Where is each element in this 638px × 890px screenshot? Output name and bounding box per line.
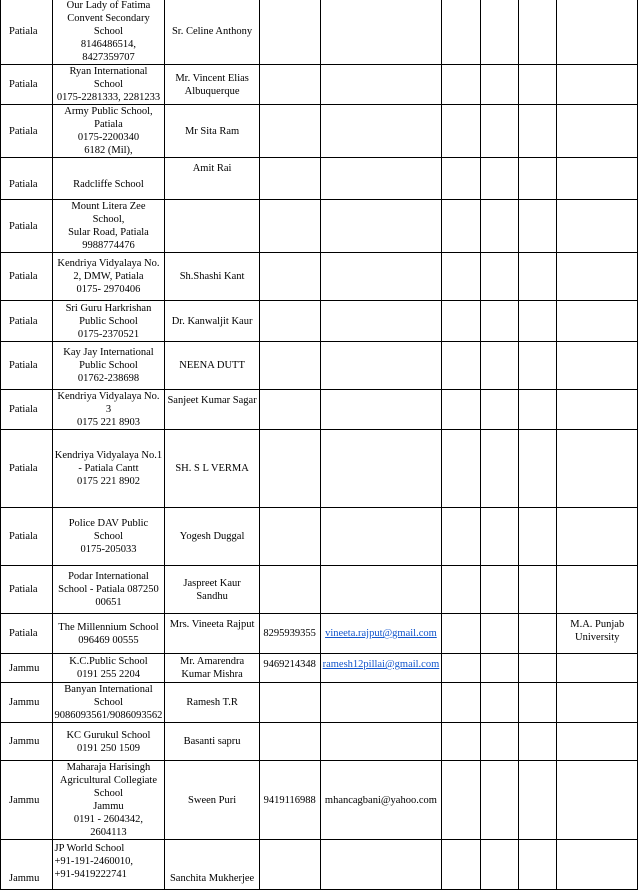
- table-row: [1, 65, 638, 105]
- empty-cell: [519, 342, 557, 390]
- table-row: [1, 761, 638, 840]
- email-cell: [320, 430, 442, 508]
- table-row: [1, 342, 638, 390]
- phone-cell: 9469214348: [259, 654, 320, 683]
- principal-cell: SH. S L VERMA: [165, 430, 259, 508]
- email-cell: [320, 508, 442, 566]
- empty-cell: [519, 65, 557, 105]
- school-cell: JP World School +91-191-2460010, +91-9419222741: [52, 840, 165, 890]
- principal-cell: Ramesh T.R: [165, 683, 259, 723]
- school-cell: Kay Jay International Public School 01762-238698: [52, 342, 165, 390]
- email-cell: [320, 253, 442, 301]
- city-cell: Jammu: [1, 840, 53, 890]
- school-cell: Podar International School - Patiala 087250 00651: [52, 566, 165, 614]
- school-cell: Maharaja Harisingh Agricultural Collegiate School Jammu 0191 - 2604342, 2604113: [52, 761, 165, 840]
- principal-cell: Sanchita Mukherjee: [165, 840, 259, 890]
- empty-cell: [519, 105, 557, 158]
- empty-cell: [480, 65, 518, 105]
- city-cell: Jammu: [1, 761, 53, 840]
- school-cell: Army Public School, Patiala 0175-2200340 6182 (Mil),: [52, 105, 165, 158]
- empty-cell: [480, 508, 518, 566]
- city-cell: Patiala: [1, 342, 53, 390]
- empty-cell: [480, 105, 518, 158]
- email-cell: [320, 301, 442, 342]
- city-cell: Patiala: [1, 614, 53, 654]
- empty-cell: [519, 566, 557, 614]
- qualification-cell: [557, 200, 638, 253]
- qualification-cell: [557, 840, 638, 890]
- qualification-cell: [557, 723, 638, 761]
- qualification-cell: [557, 566, 638, 614]
- empty-cell: [480, 342, 518, 390]
- qualification-cell: [557, 158, 638, 200]
- empty-cell: [519, 683, 557, 723]
- empty-cell: [480, 654, 518, 683]
- empty-cell: [442, 761, 480, 840]
- phone-cell: [259, 566, 320, 614]
- school-cell: Police DAV Public School 0175-205033: [52, 508, 165, 566]
- email-cell: [320, 566, 442, 614]
- city-cell: Patiala: [1, 566, 53, 614]
- empty-cell: [442, 683, 480, 723]
- phone-cell: [259, 301, 320, 342]
- table-row: [1, 200, 638, 253]
- empty-cell: [442, 105, 480, 158]
- email-cell: [320, 614, 442, 654]
- qualification-cell: [557, 654, 638, 683]
- empty-cell: [480, 566, 518, 614]
- empty-cell: [519, 508, 557, 566]
- phone-cell: 9419116988: [259, 761, 320, 840]
- school-cell: Sri Guru Harkrishan Public School 0175-2370521: [52, 301, 165, 342]
- phone-cell: [259, 430, 320, 508]
- phone-cell: [259, 253, 320, 301]
- empty-cell: [442, 301, 480, 342]
- qualification-cell: [557, 253, 638, 301]
- table-row: [1, 683, 638, 723]
- empty-cell: [519, 654, 557, 683]
- principal-cell: Mr. Amarendra Kumar Mishra: [165, 654, 259, 683]
- table-row: [1, 840, 638, 890]
- empty-cell: [480, 614, 518, 654]
- qualification-cell: [557, 105, 638, 158]
- empty-cell: [442, 253, 480, 301]
- empty-cell: [519, 390, 557, 430]
- empty-cell: [519, 158, 557, 200]
- phone-cell: [259, 158, 320, 200]
- table-row: [1, 430, 638, 508]
- phone-cell: [259, 105, 320, 158]
- phone-cell: [259, 342, 320, 390]
- qualification-cell: [557, 0, 638, 65]
- city-cell: Patiala: [1, 253, 53, 301]
- qualification-cell: [557, 761, 638, 840]
- table-row: [1, 158, 638, 200]
- empty-cell: [480, 683, 518, 723]
- city-cell: Patiala: [1, 65, 53, 105]
- empty-cell: [442, 566, 480, 614]
- school-cell: Radcliffe School: [52, 158, 165, 200]
- empty-cell: [480, 761, 518, 840]
- empty-cell: [442, 840, 480, 890]
- table-row: [1, 301, 638, 342]
- principal-cell: Mr Sita Ram: [165, 105, 259, 158]
- empty-cell: [480, 0, 518, 65]
- school-cell: Our Lady of Fatima Convent Secondary School 8146486514, 8427359707: [52, 0, 165, 65]
- email-cell: [320, 840, 442, 890]
- table-row: [1, 654, 638, 683]
- school-cell: K.C.Public School 0191 255 2204: [52, 654, 165, 683]
- table-row: [1, 390, 638, 430]
- empty-cell: [442, 390, 480, 430]
- empty-cell: [480, 301, 518, 342]
- principal-cell: [165, 200, 259, 253]
- school-cell: Kendriya Vidyalaya No. 2, DMW, Patiala 0175- 2970406: [52, 253, 165, 301]
- city-cell: Jammu: [1, 654, 53, 683]
- school-cell: KC Gurukul School 0191 250 1509: [52, 723, 165, 761]
- principal-cell: Yogesh Duggal: [165, 508, 259, 566]
- empty-cell: [442, 723, 480, 761]
- email-cell: mhancagbani@yahoo.com: [320, 761, 442, 840]
- qualification-cell: [557, 301, 638, 342]
- phone-cell: [259, 508, 320, 566]
- school-cell: Kendriya Vidyalaya No.1 - Patiala Cantt 0175 221 8902: [52, 430, 165, 508]
- email-cell: [320, 200, 442, 253]
- empty-cell: [519, 0, 557, 65]
- principal-cell: Sween Puri: [165, 761, 259, 840]
- city-cell: Patiala: [1, 105, 53, 158]
- phone-cell: [259, 723, 320, 761]
- qualification-cell: [557, 390, 638, 430]
- email-cell: [320, 390, 442, 430]
- email-link[interactable]: vineeta.rajput@gmail.com: [325, 628, 437, 639]
- qualification-cell: M.A. Punjab University: [557, 614, 638, 654]
- email-cell: [320, 158, 442, 200]
- empty-cell: [480, 200, 518, 253]
- city-cell: Patiala: [1, 430, 53, 508]
- empty-cell: [442, 614, 480, 654]
- table-row: [1, 566, 638, 614]
- qualification-cell: [557, 342, 638, 390]
- empty-cell: [442, 158, 480, 200]
- email-cell: [320, 105, 442, 158]
- qualification-cell: [557, 430, 638, 508]
- city-cell: Jammu: [1, 683, 53, 723]
- qualification-cell: [557, 508, 638, 566]
- empty-cell: [480, 723, 518, 761]
- empty-cell: [480, 158, 518, 200]
- email-cell: [320, 683, 442, 723]
- email-cell: [320, 65, 442, 105]
- school-cell: The Millennium School 096469 00555: [52, 614, 165, 654]
- table-row: [1, 105, 638, 158]
- empty-cell: [442, 0, 480, 65]
- phone-cell: [259, 390, 320, 430]
- table-row: [1, 0, 638, 65]
- principal-cell: Mr. Vincent Elias Albuquerque: [165, 65, 259, 105]
- principal-cell: Sr. Celine Anthony: [165, 0, 259, 65]
- phone-cell: [259, 683, 320, 723]
- city-cell: Patiala: [1, 301, 53, 342]
- empty-cell: [480, 253, 518, 301]
- empty-cell: [442, 65, 480, 105]
- empty-cell: [519, 430, 557, 508]
- school-cell: Mount Litera Zee School, Sular Road, Patiala 9988774476: [52, 200, 165, 253]
- phone-cell: [259, 840, 320, 890]
- email-cell: [320, 654, 442, 683]
- table-row: [1, 723, 638, 761]
- city-cell: Patiala: [1, 390, 53, 430]
- city-cell: Patiala: [1, 158, 53, 200]
- table-row: [1, 614, 638, 654]
- empty-cell: [519, 253, 557, 301]
- phone-cell: [259, 65, 320, 105]
- principal-cell: Sh.Shashi Kant: [165, 253, 259, 301]
- empty-cell: [442, 508, 480, 566]
- school-cell: Ryan International School 0175-2281333, 2281233: [52, 65, 165, 105]
- empty-cell: [519, 301, 557, 342]
- empty-cell: [480, 430, 518, 508]
- qualification-cell: [557, 65, 638, 105]
- city-cell: Patiala: [1, 0, 53, 65]
- empty-cell: [480, 840, 518, 890]
- email-link[interactable]: ramesh12pillai@gmail.com: [322, 659, 440, 670]
- principal-cell: NEENA DUTT: [165, 342, 259, 390]
- principal-cell: Dr. Kanwaljit Kaur: [165, 301, 259, 342]
- empty-cell: [519, 761, 557, 840]
- table-row: [1, 508, 638, 566]
- empty-cell: [442, 654, 480, 683]
- phone-cell: [259, 0, 320, 65]
- phone-cell: 8295939355: [259, 614, 320, 654]
- principal-cell: Mrs. Vineeta Rajput: [165, 614, 259, 654]
- email-cell: [320, 723, 442, 761]
- qualification-cell: [557, 683, 638, 723]
- city-cell: Jammu: [1, 723, 53, 761]
- city-cell: Patiala: [1, 200, 53, 253]
- school-cell: Banyan International School 9086093561/9086093562: [52, 683, 165, 723]
- empty-cell: [442, 200, 480, 253]
- principal-cell: Amit Rai: [165, 158, 259, 200]
- empty-cell: [442, 342, 480, 390]
- email-cell: [320, 342, 442, 390]
- empty-cell: [519, 840, 557, 890]
- empty-cell: [519, 200, 557, 253]
- email-cell: [320, 0, 442, 65]
- city-cell: Patiala: [1, 508, 53, 566]
- table-row: [1, 253, 638, 301]
- empty-cell: [519, 723, 557, 761]
- empty-cell: [480, 390, 518, 430]
- empty-cell: [519, 614, 557, 654]
- phone-cell: [259, 200, 320, 253]
- principal-cell: Sanjeet Kumar Sagar: [165, 390, 259, 430]
- school-cell: Kendriya Vidyalaya No. 3 0175 221 8903: [52, 390, 165, 430]
- principal-cell: Jaspreet Kaur Sandhu: [165, 566, 259, 614]
- empty-cell: [442, 430, 480, 508]
- principal-cell: Basanti sapru: [165, 723, 259, 761]
